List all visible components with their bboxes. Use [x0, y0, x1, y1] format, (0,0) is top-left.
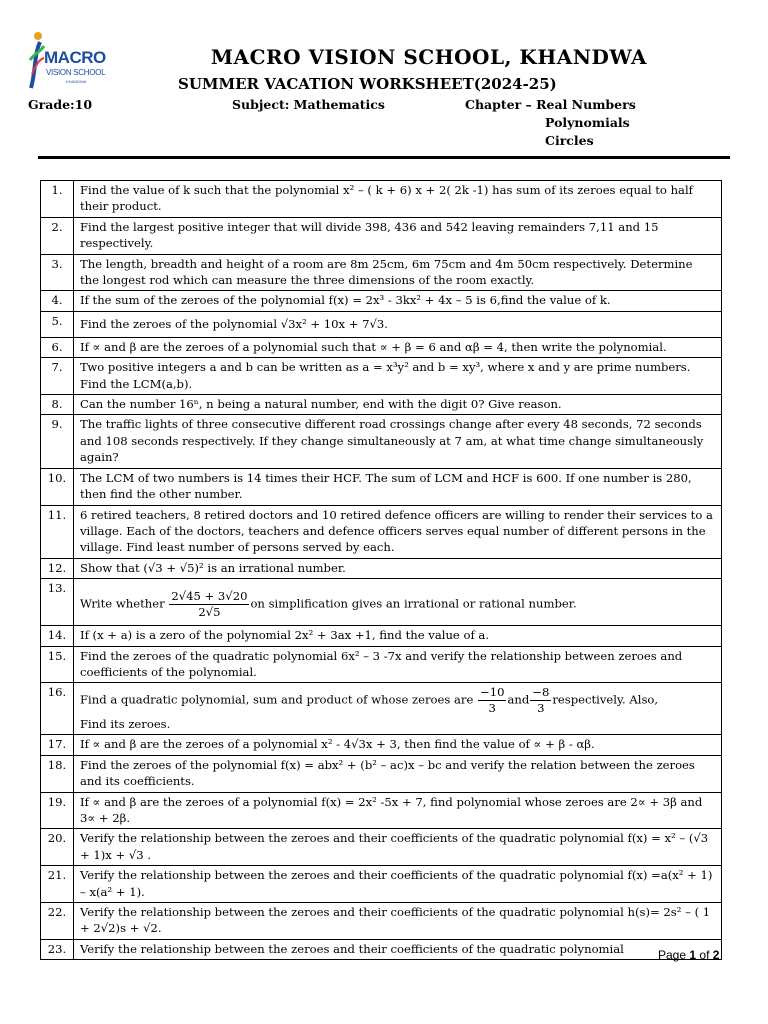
question-text-part: Find its zeroes.: [80, 716, 171, 731]
question-row: [41, 939, 722, 959]
question-number: 10.: [41, 468, 74, 505]
question-row: [41, 683, 722, 735]
fraction-denominator: 2√5: [198, 604, 221, 619]
fraction-numerator: 2√45 + 3√20: [171, 588, 248, 603]
question-row: [41, 395, 722, 415]
chapter-topic-polynomials: Polynomials: [545, 115, 630, 130]
question-text-part: on simplification gives an irrational or rational number.: [250, 596, 577, 611]
question-text: Verify the relationship between the zeroes and their coefficients of the quadratic polynomial h(s)= 2s² – ( 1 + 2√2)s + √2.: [74, 903, 722, 940]
question-row: [41, 558, 722, 578]
question-text: If (x + a) is a zero of the polynomial 2x² + 3ax +1, find the value of a.: [74, 626, 722, 646]
question-number: 11.: [41, 505, 74, 558]
question-text: Verify the relationship between the zeroes and their coefficients of the quadratic polynomial: [74, 939, 722, 959]
question-text: Find the zeroes of the polynomial √3x² + 10x + 7√3.: [74, 311, 722, 337]
subject-label: Subject: Mathematics: [232, 97, 385, 112]
page-word: Page: [658, 948, 687, 962]
question-number: 23.: [41, 939, 74, 959]
question-number: 12.: [41, 558, 74, 578]
question-number: 22.: [41, 903, 74, 940]
question-row: [41, 291, 722, 311]
header-divider: [38, 156, 730, 159]
question-number: 20.: [41, 829, 74, 866]
question-text-part: Write whether: [80, 596, 169, 611]
question-number: 14.: [41, 626, 74, 646]
question-number: 21.: [41, 866, 74, 903]
question-row: [41, 358, 722, 395]
question-text: If the sum of the zeroes of the polynomial f(x) = 2x³ - 3kx² + 4x – 5 is 6,find the value of k.: [74, 291, 722, 311]
fraction-numerator: −10: [480, 684, 505, 699]
of-word: of: [699, 948, 710, 962]
question-text: Find the value of k such that the polynomial x² – ( k + 6) x + 2( 2k -1) has sum of its zeroes equal to half their product.: [74, 181, 722, 218]
question-number: 15.: [41, 646, 74, 683]
question-number: 19.: [41, 792, 74, 829]
page-footer: [658, 948, 719, 962]
fraction: [169, 589, 249, 620]
question-number: 6.: [41, 337, 74, 357]
question-text: [74, 579, 722, 626]
question-text: [74, 683, 722, 735]
question-text: The traffic lights of three consecutive different road crossings change after every 48 seconds, 72 seconds and 108 seconds respectively. If they change simultaneously at 7 am, at what time change simultaneously again?: [74, 415, 722, 468]
question-number: 13.: [41, 579, 74, 626]
question-row: [41, 646, 722, 683]
fraction: [530, 685, 551, 716]
logo-city: KHANDWA: [66, 79, 87, 84]
question-row: [41, 903, 722, 940]
question-text: Find the zeroes of the polynomial f(x) = abx² + (b² – ac)x – bc and verify the relation between the zeroes and its coefficients.: [74, 755, 722, 792]
question-number: 7.: [41, 358, 74, 395]
school-title: MACRO VISION SCHOOL, KHANDWA: [210, 45, 648, 69]
question-row: [41, 217, 722, 254]
question-row: [41, 415, 722, 468]
question-row: [41, 505, 722, 558]
logo-sub: VISION SCHOOL: [46, 68, 106, 77]
page-number: 1: [689, 948, 697, 962]
chapter-topic-circles: Circles: [545, 133, 594, 148]
question-number: 18.: [41, 755, 74, 792]
question-text: The LCM of two numbers is 14 times their HCF. The sum of LCM and HCF is 600. If one number is 280, then find the other number.: [74, 468, 722, 505]
question-text-part: respectively. Also,: [552, 692, 659, 707]
question-number: 3.: [41, 254, 74, 291]
question-number: 8.: [41, 395, 74, 415]
question-row: [41, 337, 722, 357]
question-number: 17.: [41, 735, 74, 755]
question-number: 9.: [41, 415, 74, 468]
question-row: [41, 468, 722, 505]
question-number: 5.: [41, 311, 74, 337]
question-text-part: Find a quadratic polynomial, sum and product of whose zeroes are: [80, 692, 478, 707]
question-row: [41, 829, 722, 866]
worksheet-title: SUMMER VACATION WORKSHEET(2024-25): [178, 75, 557, 93]
question-number: 1.: [41, 181, 74, 218]
question-number: 16.: [41, 683, 74, 735]
question-text-part: and: [507, 692, 530, 707]
question-text: Show that (√3 + √5)² is an irrational number.: [74, 558, 722, 578]
question-row: [41, 181, 722, 218]
question-text: Verify the relationship between the zeroes and their coefficients of the quadratic polynomial f(x) =a(x² + 1) – x(a² + 1).: [74, 866, 722, 903]
question-row: [41, 311, 722, 337]
fraction-numerator: −8: [532, 684, 550, 699]
fraction-denominator: 3: [488, 700, 496, 715]
question-number: 4.: [41, 291, 74, 311]
question-row: [41, 735, 722, 755]
question-text: Find the largest positive integer that will divide 398, 436 and 542 leaving remainders 7,11 and 15 respectively.: [74, 217, 722, 254]
logo-brand: MACRO: [44, 48, 106, 67]
question-row: [41, 579, 722, 626]
question-text: The length, breadth and height of a room are 8m 25cm, 6m 75cm and 4m 50cm respectively. Determine the longest rod which can measure the three dimensions of the room exactly.: [74, 254, 722, 291]
question-text: If ∝ and β are the zeroes of a polynomial f(x) = 2x² -5x + 7, find polynomial whose zeroes are 2∝ + 3β and 3∝ + 2β.: [74, 792, 722, 829]
fraction-denominator: 3: [537, 700, 545, 715]
question-text: Find the zeroes of the quadratic polynomial 6x² – 3 -7x and verify the relationship between zeroes and coefficients of the polynomial.: [74, 646, 722, 683]
page-total: 2: [712, 948, 720, 962]
question-text: If ∝ and β are the zeroes of a polynomial x² - 4√3x + 3, then find the value of ∝ + β - αβ.: [74, 735, 722, 755]
question-text: Verify the relationship between the zeroes and their coefficients of the quadratic polynomial f(x) = x² – (√3 + 1)x + √3 .: [74, 829, 722, 866]
chapter-label: Chapter – Real Numbers: [465, 97, 636, 112]
question-row: [41, 254, 722, 291]
question-text: Can the number 16ⁿ, n being a natural number, end with the digit 0? Give reason.: [74, 395, 722, 415]
fraction: [478, 685, 506, 716]
question-row: [41, 792, 722, 829]
grade-label: Grade:10: [28, 97, 93, 112]
question-text: Two positive integers a and b can be written as a = x³y² and b = xy³, where x and y are prime numbers. Find the LCM(a,b).: [74, 358, 722, 395]
question-text: 6 retired teachers, 8 retired doctors and 10 retired defence officers are willing to render their services to a village. Each of the doctors, teachers and defence officers serves equal number of different persons in the village. Find least number of persons served by each.: [74, 505, 722, 558]
question-row: [41, 866, 722, 903]
question-text: If ∝ and β are the zeroes of a polynomial such that ∝ + β = 6 and αβ = 4, then write the polynomial.: [74, 337, 722, 357]
question-row: [41, 755, 722, 792]
questions-table: [40, 180, 722, 960]
question-number: 2.: [41, 217, 74, 254]
question-row: [41, 626, 722, 646]
